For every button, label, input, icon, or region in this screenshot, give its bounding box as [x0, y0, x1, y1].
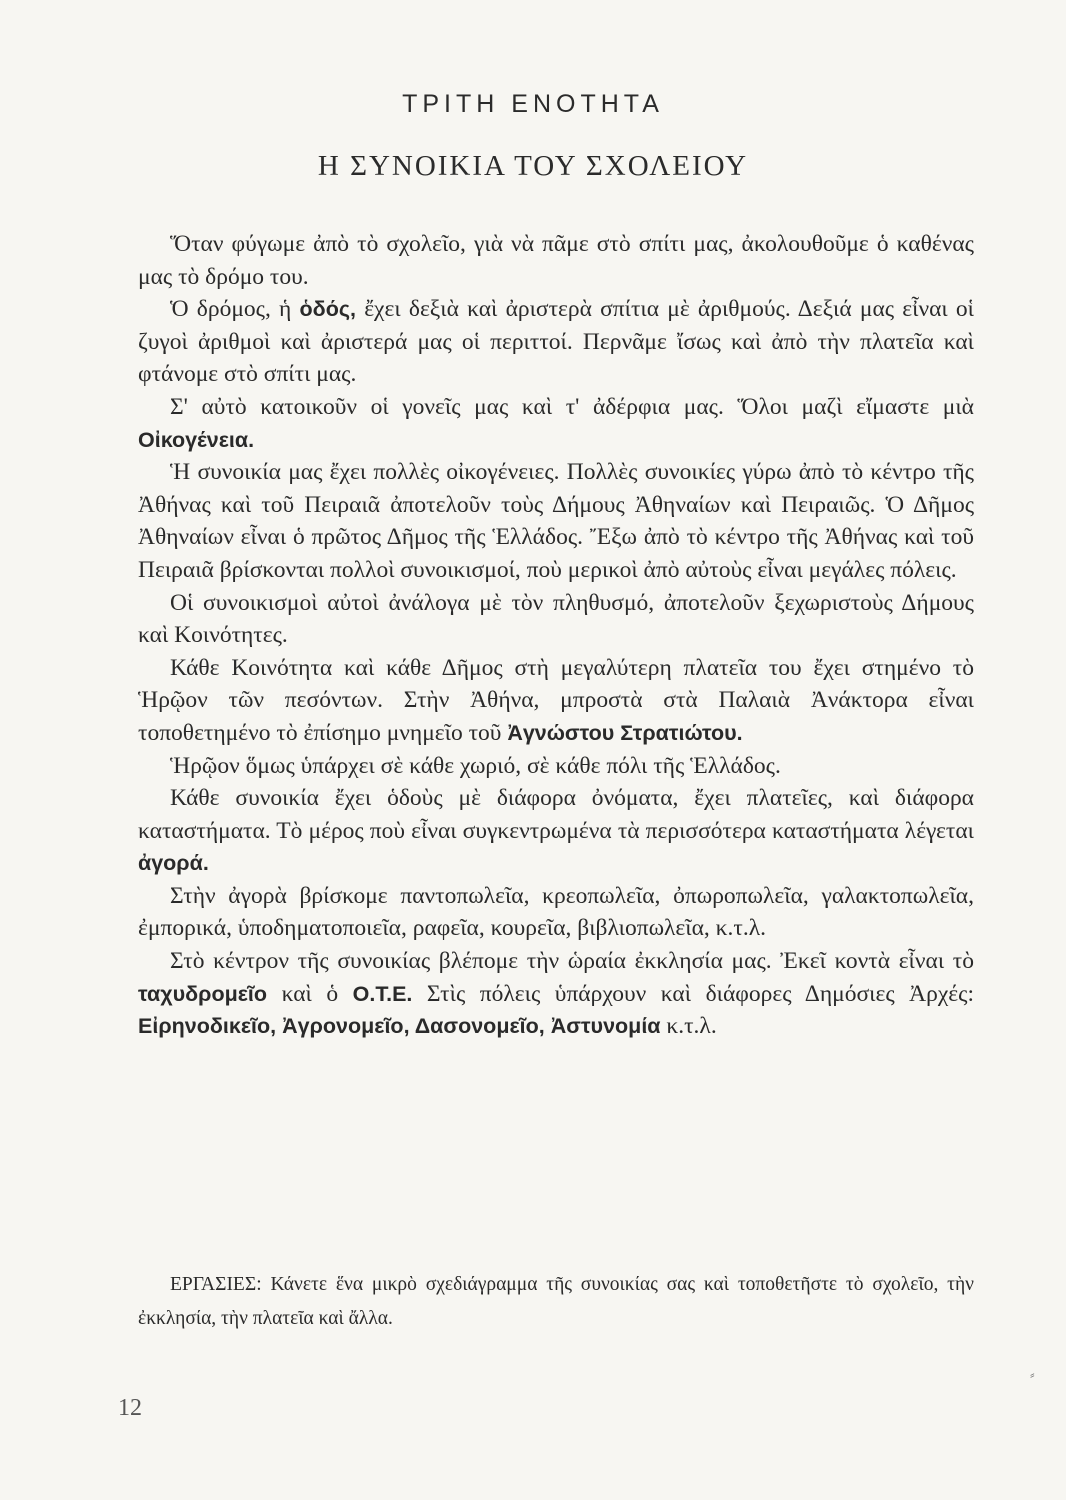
unit-heading: ΤΡΙΤΗ ΕΝΟΤΗΤΑ [402, 90, 664, 118]
paragraph-2 [138, 293, 974, 391]
paragraph-10-text-e: Στὶς πόλεις ὑπάρχουν καὶ διάφορες Δημόσιες Ἀρχές: [412, 980, 974, 1007]
paragraph-8 [138, 782, 974, 880]
term-odos: ὁδός, [299, 297, 356, 322]
page-number: 12 [118, 1395, 142, 1421]
exercises [138, 1268, 974, 1336]
term-oikogeneia: Οἰκογένεια. [138, 427, 255, 452]
paragraph-6 [138, 652, 974, 750]
paragraph-2-text-start: Ὁ δρόμος, ἡ [170, 296, 300, 323]
term-agnostou-stratiotou: Ἀγνώστου Στρατιώτου. [507, 720, 743, 745]
term-public-authorities: Εἰρηνοδικεῖο, Ἀγρονομεῖο, Δασονομεῖο, Ἀστυνομία [138, 1014, 661, 1039]
paragraph-10 [138, 945, 974, 1043]
term-ote: Ο.Τ.Ε. [352, 981, 413, 1006]
ink-smudge-mark: ⸗ [1030, 1368, 1035, 1383]
paragraph-1: Ὅταν φύγωμε ἀπὸ τὸ σχολεῖο, γιὰ νὰ πᾶμε στὸ σπίτι μας, ἀκολουθοῦμε ὁ καθένας μας τὸ δρόμο του. [138, 231, 974, 290]
term-agora: ἀγορά. [138, 851, 209, 876]
paragraph-4: Ἡ συνοικία μας ἔχει πολλὲς οἰκογένειες. Πολλὲς συνοικίες γύρω ἀπὸ τὸ κέντρο τῆς Ἀθήνας καὶ τοῦ Πειραιᾶ ἀποτελοῦν τοὺς Δήμους Ἀθηναίων καὶ Πειραιῶς. Ὁ Δῆμος Ἀθηναίων εἶναι ὁ πρῶτος Δῆμος τῆς Ἑλλάδος. Ἔξω ἀπὸ τὸ κέντρο τῆς Ἀθήνας καὶ τοῦ Πειραιᾶ βρίσκονται πολλοὶ συνοικισμοί, ποὺ μερικοὶ ἀπὸ αὐτοὺς εἶναι μεγάλες πόλεις. [138, 459, 974, 583]
term-tachydromeio: ταχυδρομεῖο [138, 981, 268, 1006]
paragraph-5: Οἱ συνοικισμοὶ αὐτοὶ ἀνάλογα μὲ τὸν πληθυσμό, ἀποτελοῦν ξεχωριστοὺς Δήμους καὶ Κοινότητες. [138, 589, 974, 649]
paragraph-7: Ἡρῷον ὅμως ὑπάρχει σὲ κάθε χωριό, σὲ κάθε πόλι τῆς Ἑλλάδος. [170, 752, 781, 779]
paragraph-3 [138, 391, 974, 456]
paragraph-6-text: Κάθε Κοινότητα καὶ κάθε Δῆμος στὴ μεγαλύτερη πλατεῖα του ἔχει στημένο τὸ Ἡρῷον τῶν πεσόντων. Στὴν Ἀθήνα, μπροστὰ στὰ Παλαιὰ Ἀνάκτορα εἶναι τοποθετημένο τὸ ἐπίσημο μνημεῖο τοῦ [138, 654, 974, 746]
paragraph-8-text: Κάθε συνοικία ἔχει ὁδοὺς μὲ διάφορα ὀνόματα, ἔχει πλατεῖες, καὶ διάφορα καταστήματα. Τὸ μέρος ποὺ εἶναι συγκεντρωμένα τὰ περισσότερα καταστήματα λέγεται [138, 785, 974, 844]
paragraph-3-text: Σ' αὐτὸ κατοικοῦν οἱ γονεῖς μας καὶ τ' ἀδέρφια μας. Ὅλοι μαζὶ εἴμαστε μιὰ [170, 393, 974, 420]
exercises-label: ΕΡΓΑΣΙΕΣ: [170, 1274, 262, 1295]
paragraph-2-text-end: ἔχει δεξιὰ καὶ ἀριστερὰ σπίτια μὲ ἀριθμούς. Δεξιά μας εἶναι οἱ ζυγοὶ ἀριθμοὶ καὶ ἀριστερά μας οἱ περιττοί. Περνᾶμε ἴσως καὶ ἀπὸ τὴν πλατεῖα καὶ φτάνομε στὸ σπίτι μας. [138, 296, 974, 388]
paragraph-10-text-c: καὶ ὁ [267, 980, 353, 1007]
paragraph-9: Στὴν ἀγορὰ βρίσκομε παντοπωλεῖα, κρεοπωλεῖα, ὀπωροπωλεῖα, γαλακτοπωλεῖα, ἐμπορικά, ὑποδηματοποιεῖα, ραφεῖα, κουρεῖα, βιβλιοπωλεῖα, κ.τ.λ. [138, 882, 974, 942]
exercises-text: Κάνετε ἕνα μικρὸ σχεδιάγραμμα τῆς συνοικίας σας καὶ τοποθετῆστε τὸ σχολεῖο, τὴν ἐκκλησία, τὴν πλατεῖα καὶ ἄλλα. [138, 1274, 974, 1329]
paragraph-10-text-a: Στὸ κέντρον τῆς συνοικίας βλέπομε τὴν ὡραία ἐκκλησία μας. Ἐκεῖ κοντὰ εἶναι τὸ [170, 948, 974, 975]
lesson-title: Η ΣΥΝΟΙΚΙΑ ΤΟΥ ΣΧΟΛΕΙΟΥ [317, 150, 749, 182]
paragraph-10-text-g: κ.τ.λ. [660, 1013, 717, 1040]
lesson-body [138, 228, 974, 1043]
